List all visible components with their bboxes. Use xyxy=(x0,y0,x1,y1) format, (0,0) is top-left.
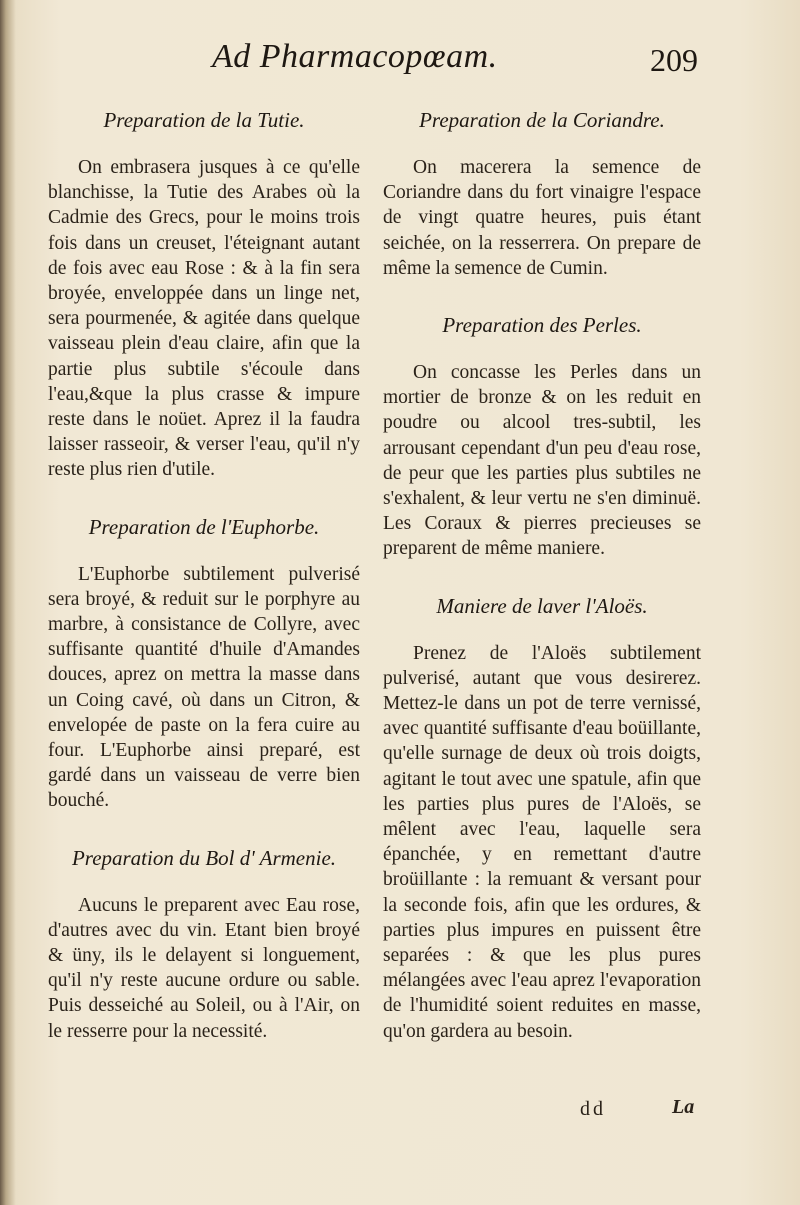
section-coriandre xyxy=(383,108,701,281)
running-title: Ad Pharmacopœam. xyxy=(212,38,498,75)
section-heading: Preparation des Perles. xyxy=(442,313,642,338)
section-text: Prenez de l'Aloës subtilement pulverisé, autant que vous desirerez. Mettez-le dans un pot de terre vernissé, avec quantité suffisante d'eau boüillante, qu'elle surnage de deux où trois doigts, agitant le tout avec une spatule, afin que les parties plus pures de l'Aloës, se mêlent avec l'eau, laquelle sera épanchée, y en remettant d'autre broüillante : la remuant & versant pour la seconde fois, afin que les ordures, & parties plus impures en puissent être separées : & que les plus pures mélangées avec l'eau aprez l'evaporation de l'humidité soient reduites en masse, qu'on gardera au besoin. xyxy=(383,642,701,1042)
section-tutie xyxy=(48,108,360,483)
left-column xyxy=(48,108,360,1044)
section-text: On embrasera jusques à ce qu'elle blanchisse, la Tutie des Arabes où la Cadmie des Grecs, pour le moins trois fois dans un creuset, l'éteignant autant de fois avec eau Rose : & à la fin sera broyée, enveloppée dans un linge net, sera pourmenée, & agitée dans quelque vaisseau plein d'eau claire, afin que la partie plus subtile s'écoule dans l'eau,&que la plus crasse & impure reste dans le noüet. Aprez il la faudra laisser rasseoir, & verser l'eau, qu'il n'y reste plus rien d'utile. xyxy=(48,157,360,481)
section-bol-armenie xyxy=(48,846,360,1044)
catchword: La xyxy=(672,1096,695,1118)
section-euphorbe xyxy=(48,515,360,814)
page-header xyxy=(0,38,800,88)
section-heading: Preparation de la Coriandre. xyxy=(419,108,665,132)
section-text: On macerera la semence de Coriandre dans du fort vinaigre l'espace de vingt quatre heures, puis étant seichée, on la resserrera. On prepare de même la semence de Cumin. xyxy=(383,157,701,279)
section-perles xyxy=(383,313,701,562)
section-heading: Preparation de la Tutie. xyxy=(103,108,305,132)
section-text: Aucuns le preparent avec Eau rose, d'autres avec du vin. Etant bien broyé & üny, ils le delayent si longuement, qu'il n'y reste aucune ordure ou sable. Puis desseiché au Soleil, ou à l'Air, on le resserre pour la necessité. xyxy=(48,894,360,1042)
right-column xyxy=(383,108,701,1044)
page-number: 209 xyxy=(650,42,698,78)
signature-mark: dd xyxy=(580,1098,606,1120)
section-heading: Preparation du Bol d' Armenie. xyxy=(71,845,337,870)
section-heading: Preparation de l'Euphorbe. xyxy=(88,514,320,539)
section-heading: Maniere de laver l'Aloës. xyxy=(436,593,648,618)
section-aloes xyxy=(383,594,701,1044)
section-text: L'Euphorbe subtilement pulverisé sera broyé, & reduit sur le porphyre au marbre, à consistance de Collyre, avec suffisante quantité d'huile d'Amandes douces, aprez on mettra la masse dans un Coing cavé, où dans un Citron, & envelopée de paste on la fera cuire au four. L'Euphorbe ainsi preparé, est gardé dans un vaisseau de verre bien bouché. xyxy=(48,563,360,812)
section-text: On concasse les Perles dans un mortier de bronze & on les reduit en poudre ou alcool tres-subtil, les arrousant cependant d'un peu d'eau rose, de peur que les parties plus subtiles ne s'exhalent, & leur vertu ne s'en diminuë. Les Coraux & pierres precieuses se preparent de même maniere. xyxy=(383,362,701,560)
